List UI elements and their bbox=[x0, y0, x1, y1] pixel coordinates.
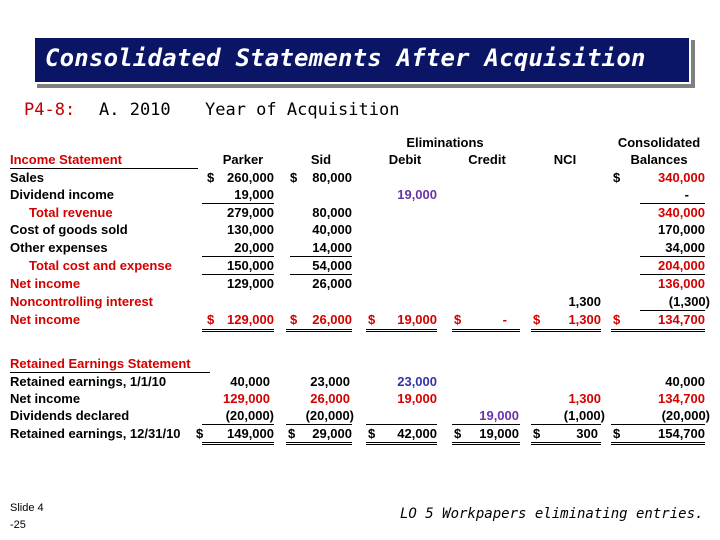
problem-label: P4-8: bbox=[24, 100, 76, 120]
cell-parker: 130,000 bbox=[227, 222, 274, 237]
cell-sid: (20,000) bbox=[305, 408, 354, 423]
double-underline bbox=[286, 329, 352, 330]
cell-nci: 1,300 bbox=[568, 312, 601, 327]
double-underline bbox=[611, 331, 705, 332]
slide-number-line2: -25 bbox=[10, 519, 26, 531]
header-sid: Sid bbox=[310, 152, 332, 167]
dollar-sign: $ bbox=[290, 170, 298, 185]
slide-title: Consolidated Statements After Acquisition bbox=[45, 44, 646, 72]
cell-parker: 40,000 bbox=[230, 374, 270, 389]
double-underline bbox=[286, 331, 352, 332]
cell-consolidated: (1,300) bbox=[668, 294, 710, 309]
double-underline bbox=[286, 444, 352, 445]
dollar-sign: $ bbox=[454, 312, 462, 327]
total-underline bbox=[640, 310, 705, 311]
total-underline bbox=[286, 424, 352, 425]
cell-parker: 149,000 bbox=[227, 426, 274, 441]
cell-sid: 40,000 bbox=[312, 222, 352, 237]
double-underline bbox=[452, 329, 520, 330]
learning-objective: LO 5 Workpapers eliminating entries. bbox=[400, 506, 704, 522]
cell-parker: 129,000 bbox=[227, 276, 274, 291]
cell-parker: 129,000 bbox=[227, 312, 274, 327]
slide-number-line1: Slide 4 bbox=[10, 502, 44, 514]
cell-consolidated: 136,000 bbox=[658, 276, 705, 291]
title-bar bbox=[33, 36, 691, 84]
cell-credit: 19,000 bbox=[479, 426, 519, 441]
cell-consolidated: 340,000 bbox=[658, 170, 705, 185]
row-label: Retained earnings, 12/31/10 bbox=[10, 426, 181, 441]
double-underline bbox=[611, 442, 705, 443]
row-label: Noncontrolling interest bbox=[10, 294, 153, 309]
double-underline bbox=[366, 442, 437, 443]
cell-parker: 19,000 bbox=[234, 187, 274, 202]
double-underline bbox=[611, 444, 705, 445]
cell-sid: 26,000 bbox=[310, 391, 350, 406]
row-label: Dividends declared bbox=[10, 408, 130, 423]
cell-debit: 42,000 bbox=[397, 426, 437, 441]
double-underline bbox=[202, 329, 274, 330]
header-nci: NCI bbox=[553, 152, 577, 167]
dollar-sign: $ bbox=[368, 426, 376, 441]
double-underline bbox=[452, 331, 520, 332]
cell-nci: (1,000) bbox=[563, 408, 605, 423]
row-label: Cost of goods sold bbox=[10, 222, 128, 237]
header-credit: Credit bbox=[468, 152, 506, 167]
header-debit: Debit bbox=[388, 152, 422, 167]
income-statement-heading: Income Statement bbox=[10, 152, 122, 167]
period-label: Year of Acquisition bbox=[205, 100, 400, 120]
row-label: Net income bbox=[10, 391, 81, 406]
header-balances: Balances bbox=[630, 152, 688, 167]
header-eliminations: Eliminations bbox=[406, 135, 484, 150]
double-underline bbox=[366, 444, 437, 445]
cell-consolidated: 134,700 bbox=[658, 312, 705, 327]
dollar-sign: $ bbox=[196, 426, 204, 441]
dollar-sign: $ bbox=[613, 426, 621, 441]
dollar-sign: $ bbox=[207, 170, 215, 185]
dollar-sign: $ bbox=[288, 426, 296, 441]
dollar-sign: $ bbox=[207, 312, 215, 327]
double-underline bbox=[366, 331, 437, 332]
cell-consolidated: (20,000) bbox=[661, 408, 710, 423]
slide-number bbox=[10, 500, 44, 534]
total-underline bbox=[640, 256, 705, 257]
cell-sid: 26,000 bbox=[312, 276, 352, 291]
cell-debit: 19,000 bbox=[397, 187, 437, 202]
double-underline bbox=[202, 442, 274, 443]
double-underline bbox=[611, 329, 705, 330]
cell-credit: 19,000 bbox=[479, 408, 519, 423]
retained-earnings-heading: Retained Earnings Statement bbox=[10, 356, 191, 371]
cell-sid: 14,000 bbox=[312, 240, 352, 255]
cell-sid: 80,000 bbox=[312, 205, 352, 220]
total-underline bbox=[290, 274, 352, 275]
double-underline bbox=[531, 329, 601, 330]
row-label: Dividend income bbox=[10, 187, 115, 202]
dollar-sign: $ bbox=[533, 312, 541, 327]
cell-consolidated: 154,700 bbox=[658, 426, 705, 441]
cell-parker: 279,000 bbox=[227, 205, 274, 220]
cell-parker: 150,000 bbox=[227, 258, 274, 273]
cell-consolidated: - bbox=[684, 187, 689, 202]
row-label: Other expenses bbox=[10, 240, 108, 255]
cell-consolidated: 170,000 bbox=[658, 222, 705, 237]
cell-nci: 300 bbox=[576, 426, 598, 441]
cell-sid: 23,000 bbox=[310, 374, 350, 389]
heading-underline bbox=[10, 372, 210, 373]
double-underline bbox=[531, 444, 601, 445]
row-label: Retained earnings, 1/1/10 bbox=[10, 374, 167, 389]
double-underline bbox=[366, 329, 437, 330]
double-underline bbox=[202, 331, 274, 332]
total-underline bbox=[290, 256, 352, 257]
double-underline bbox=[452, 442, 520, 443]
cell-nci: 1,300 bbox=[568, 294, 601, 309]
total-underline bbox=[202, 274, 274, 275]
total-underline bbox=[202, 424, 274, 425]
cell-parker: 129,000 bbox=[223, 391, 270, 406]
row-label: Total cost and expense bbox=[29, 258, 172, 273]
cell-sid: 54,000 bbox=[312, 258, 352, 273]
dollar-sign: $ bbox=[533, 426, 541, 441]
double-underline bbox=[531, 331, 601, 332]
row-label: Net income bbox=[10, 312, 81, 327]
cell-parker: 260,000 bbox=[227, 170, 274, 185]
cell-parker: (20,000) bbox=[225, 408, 274, 423]
total-underline bbox=[640, 274, 705, 275]
row-label: Net income bbox=[10, 276, 81, 291]
dollar-sign: $ bbox=[613, 312, 621, 327]
row-label: Total revenue bbox=[29, 205, 113, 220]
cell-consolidated: 40,000 bbox=[665, 374, 705, 389]
double-underline bbox=[452, 444, 520, 445]
cell-credit: - bbox=[502, 312, 507, 327]
cell-sid: 80,000 bbox=[312, 170, 352, 185]
dollar-sign: $ bbox=[454, 426, 462, 441]
cell-debit: 19,000 bbox=[397, 312, 437, 327]
cell-nci: 1,300 bbox=[568, 391, 601, 406]
cell-debit: 19,000 bbox=[397, 391, 437, 406]
cell-sid: 26,000 bbox=[312, 312, 352, 327]
cell-debit: 23,000 bbox=[397, 374, 437, 389]
total-underline bbox=[202, 203, 274, 204]
part-label: A. 2010 bbox=[99, 100, 171, 120]
header-parker: Parker bbox=[222, 152, 264, 167]
double-underline bbox=[202, 444, 274, 445]
cell-sid: 29,000 bbox=[312, 426, 352, 441]
cell-consolidated: 340,000 bbox=[658, 205, 705, 220]
total-underline bbox=[640, 203, 705, 204]
double-underline bbox=[286, 442, 352, 443]
cell-parker: 20,000 bbox=[234, 240, 274, 255]
total-underline bbox=[531, 424, 601, 425]
total-underline bbox=[611, 424, 705, 425]
heading-underline bbox=[10, 168, 198, 169]
header-consolidated: Consolidated bbox=[617, 135, 701, 150]
cell-consolidated: 34,000 bbox=[665, 240, 705, 255]
total-underline bbox=[202, 256, 274, 257]
total-underline bbox=[366, 424, 437, 425]
dollar-sign: $ bbox=[613, 170, 621, 185]
cell-consolidated: 204,000 bbox=[658, 258, 705, 273]
total-underline bbox=[452, 424, 520, 425]
row-label: Sales bbox=[10, 170, 44, 185]
cell-consolidated: 134,700 bbox=[658, 391, 705, 406]
problem-number bbox=[24, 100, 75, 120]
dollar-sign: $ bbox=[290, 312, 298, 327]
double-underline bbox=[531, 442, 601, 443]
dollar-sign: $ bbox=[368, 312, 376, 327]
